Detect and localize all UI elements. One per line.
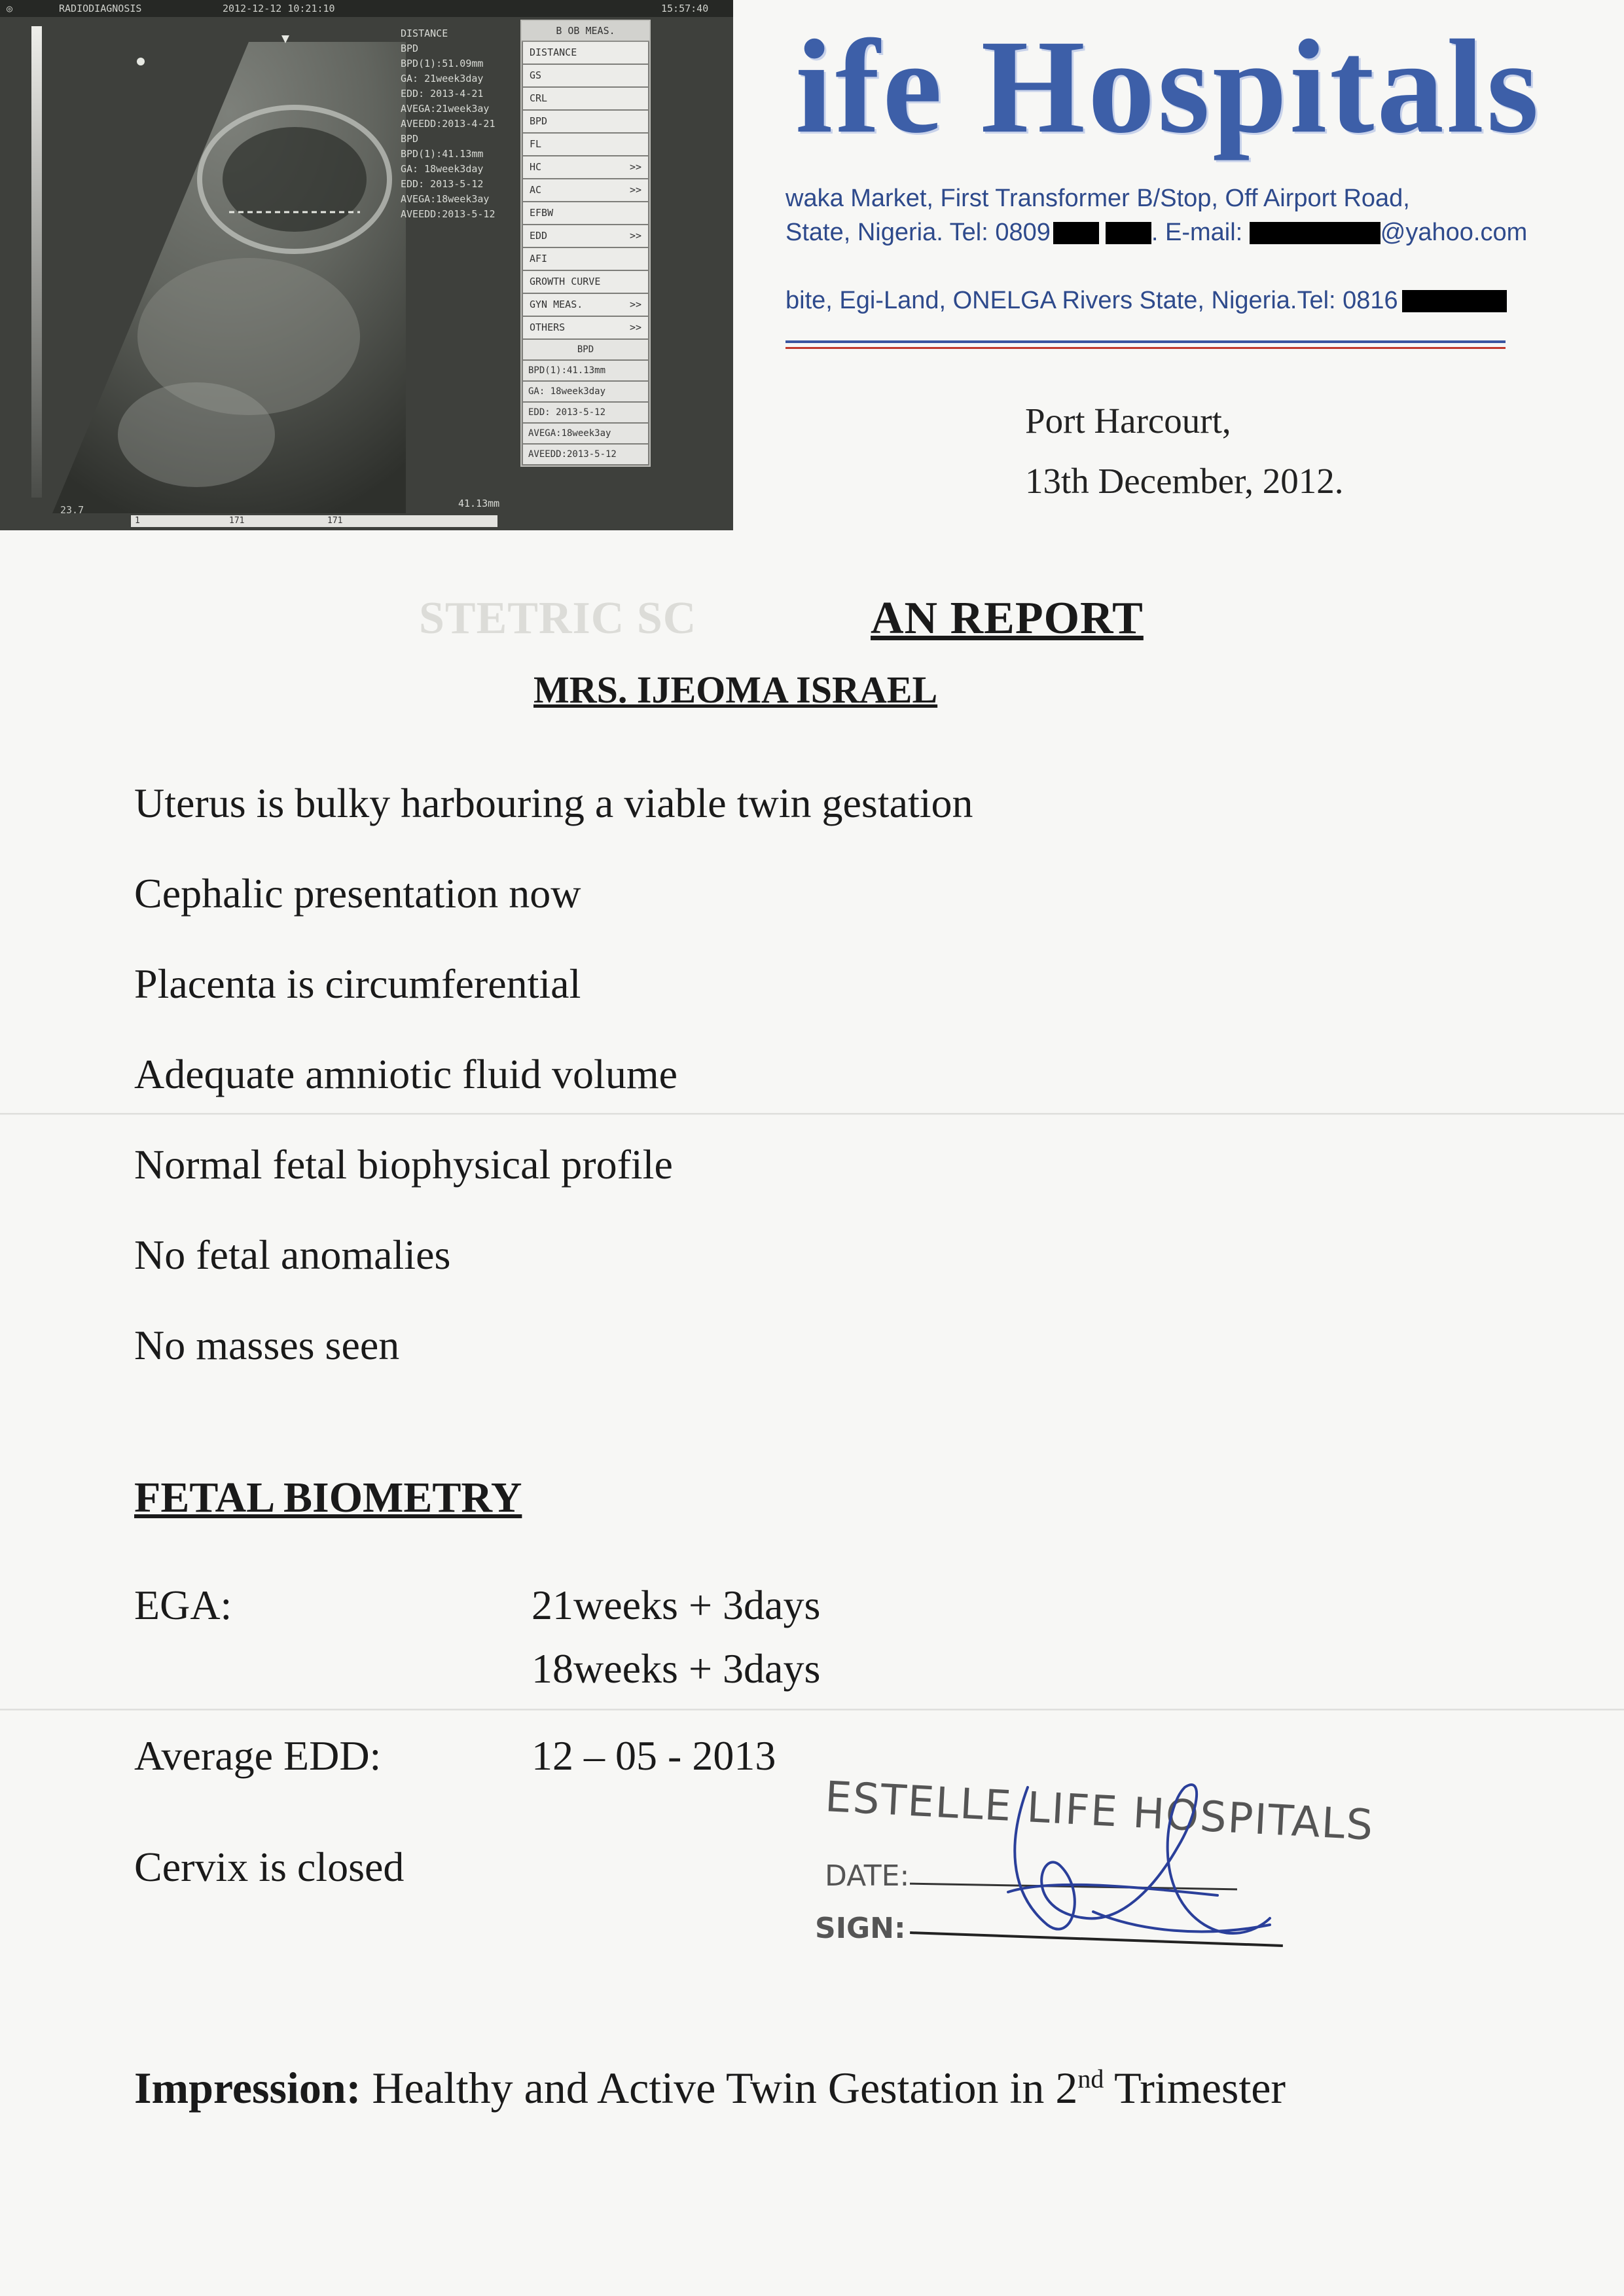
clinic-label: RADIODIAGNOSIS [59,3,142,14]
redaction-bar [1402,290,1507,312]
menu-item-edd[interactable]: EDD >> [522,225,649,248]
chevron-right-icon: >> [629,230,641,242]
depth-readout: 23.7 [60,504,84,516]
readout-line: AVEEDD:2013-4-21 [401,118,496,130]
menu-item-growth-curve[interactable]: GROWTH CURVE [522,271,649,294]
ob-measurement-menu [520,20,651,467]
readout-line: AVEEDD:2013-5-12 [401,208,496,220]
finding-line: Placenta is circumferential [134,960,581,1007]
average-edd-label: Average EDD: [134,1732,382,1779]
impression: Impression: Healthy and Active Twin Gestation in 2nd Trimester [134,2063,1286,2113]
ultrasound-header-bar [0,0,733,17]
finding-line: No masses seen [134,1322,400,1368]
fetal-biometry-heading: FETAL BIOMETRY [134,1474,522,1522]
result-line: BPD(1):41.13mm [522,361,649,382]
redaction-bar [1053,222,1099,244]
menu-item-afi[interactable]: AFI [522,248,649,271]
handwritten-signature [812,1761,1296,1977]
menu-item-gyn-meas[interactable]: GYN MEAS. >> [522,294,649,317]
paper-fold-line [0,1709,1624,1711]
stamp-date-label: DATE: [825,1859,910,1893]
readout-line: DISTANCE [401,27,448,39]
distance-readout: 41.13mm [458,498,500,509]
result-line: GA: 18week3day [522,382,649,403]
patient-name: MRS. IJEOMA ISRAEL [533,668,938,711]
readout-line: BPD(1):51.09mm [401,58,484,69]
finding-line: Cephalic presentation now [134,870,581,917]
address-line-1: waka Market, First Transformer B/Stop, Off Airport Road, [785,185,1410,212]
report-date: 13th December, 2012. [1025,461,1344,501]
result-line: AVEEDD:2013-5-12 [522,445,649,465]
finding-line: Normal fetal biophysical profile [134,1141,673,1188]
report-title: AN REPORT [871,593,1144,644]
address-line-3: bite, Egi-Land, ONELGA Rivers State, Nigeria.Tel: 0816 [785,287,1507,315]
chevron-right-icon: >> [629,161,641,173]
ega-value-1: 21weeks + 3days [532,1582,821,1628]
menu-item-hc[interactable]: HC >> [522,156,649,179]
stamp-name: ESTELLE LIFE HOSPITALS [823,1773,1375,1850]
menu-item-efbw[interactable]: EFBW [522,202,649,225]
readout-line: BPD [401,43,419,54]
menu-item-ac[interactable]: AC >> [522,179,649,202]
redaction-bar [1106,222,1151,244]
menu-item-gs[interactable]: GS [522,65,649,88]
chevron-right-icon: >> [629,184,641,196]
ultrasound-scan-image [52,29,406,513]
readout-line: GA: 21week3day [401,73,484,84]
header-rule-red [785,347,1506,349]
readout-line: GA: 18week3day [401,163,484,175]
menu-item-others[interactable]: OTHERS >> [522,317,649,340]
readout-line: AVEGA:21week3ay [401,103,490,115]
menu-item-fl[interactable]: FL [522,134,649,156]
readout-line: BPD(1):41.13mm [401,148,484,160]
menu-item-distance[interactable]: DISTANCE [522,42,649,65]
scan-time: 15:57:40 [661,3,709,14]
results-header: BPD [522,340,649,361]
result-line: EDD: 2013-5-12 [522,403,649,424]
result-line: AVEGA:18week3ay [522,424,649,445]
readout-line: EDD: 2013-4-21 [401,88,484,100]
menu-header: B OB MEAS. [522,21,649,42]
address-line-2: State, Nigeria. Tel: 0809 . E-mail: @yahoo.com [785,219,1528,246]
place: Port Harcourt, [1025,401,1231,441]
measurement-readout-list [401,26,512,222]
redaction-bar [1250,222,1380,244]
device-logo-icon: ◎ [7,3,13,14]
hospital-name: ife Hospitals [795,12,1542,161]
finding-line: Adequate amniotic fluid volume [134,1051,677,1097]
ultrasound-printout [0,0,733,530]
finding-line: No fetal anomalies [134,1231,451,1278]
ega-label: EGA: [134,1582,232,1628]
ega-value-2: 18weeks + 3days [532,1645,821,1692]
stamp-sign-label: SIGN: [815,1912,906,1945]
readout-line: AVEGA:18week3ay [401,193,490,205]
menu-item-crl[interactable]: CRL [522,88,649,111]
chevron-right-icon: >> [629,299,641,310]
hospital-stamp [812,1761,1375,1977]
frame-scale-bar: 1 171 171 [131,515,497,527]
grayscale-bar [31,26,42,498]
average-edd-value: 12 – 05 - 2013 [532,1732,776,1779]
menu-item-bpd[interactable]: BPD [522,111,649,134]
chevron-right-icon: >> [629,321,641,333]
finding-line: Uterus is bulky harbouring a viable twin gestation [134,780,973,826]
readout-line: BPD [401,133,419,145]
report-title-faded: STETRIC SC [419,593,697,644]
paper-fold-line [0,1113,1624,1115]
impression-label: Impression: [134,2063,361,2113]
header-rule-blue [785,340,1506,343]
cervix-status: Cervix is closed [134,1844,405,1890]
scan-datetime: 2012-12-12 10:21:10 [223,3,335,14]
readout-line: EDD: 2013-5-12 [401,178,484,190]
